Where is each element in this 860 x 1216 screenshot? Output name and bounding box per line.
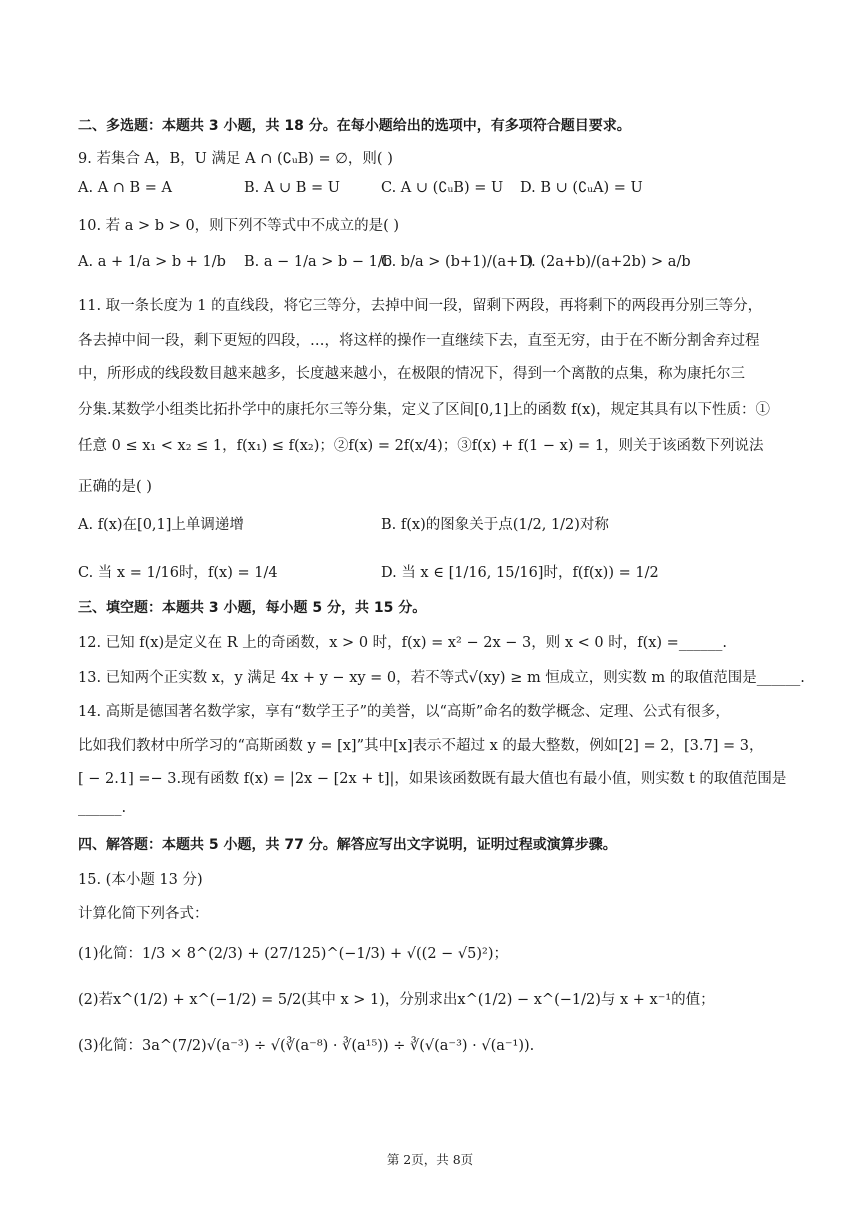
question-11-option-c: C. 当 x = 1/16时，f(x) = 1/4 (78, 565, 278, 581)
question-11-line-2: 各去掉中间一段，剩下更短的四段，…，将这样的操作一直继续下去，直至无穷，由于在不断分割舍弃过程 (78, 333, 760, 349)
question-10-option-c: C. b/a > (b+1)/(a+1) (381, 254, 534, 270)
question-14-line-3: [ − 2.1] =− 3.现有函数 f(x) = |2x − [2x + t]|，如果该函数既有最大值也有最小值，则实数 t 的取值范围是 (78, 771, 787, 787)
section-heading-multiple-choice: 二、多选题：本题共 3 小题，共 18 分。在每小题给出的选项中，有多项符合题目要求。 (78, 118, 631, 134)
question-14-line-2: 比如我们教材中所学习的“高斯函数 y = [x]”其中[x]表示不超过 x 的最大整数，例如[2] = 2，[3.7] = 3， (78, 738, 764, 754)
question-11-option-b: B. f(x)的图象关于点(1/2, 1/2)对称 (381, 517, 609, 533)
question-11-line-1: 11. 取一条长度为 1 的直线段，将它三等分，去掉中间一段，留剩下两段，再将剩下的两段再分别三等分， (78, 298, 763, 314)
question-11-line-3: 中，所形成的线段数目越来越多，长度越来越小，在极限的情况下，得到一个离散的点集，称为康托尔三 (78, 366, 745, 382)
question-9-option-a: A. A ∩ B = A (78, 180, 173, 196)
question-15-item-1: (1)化简：1/3 × 8^(2/3) + (27/125)^(−1/3) + √((2 − √5)²)； (78, 946, 509, 962)
question-12: 12. 已知 f(x)是定义在 R 上的奇函数，x > 0 时，f(x) = x² − 2x − 3，则 x < 0 时，f(x) =______. (78, 635, 727, 651)
question-11-line-4: 分集.某数学小组类比拓扑学中的康托尔三等分集，定义了区间[0,1]上的函数 f(x)，规定其具有以下性质：① (78, 402, 770, 418)
question-15-intro: 计算化简下列各式： (78, 906, 209, 922)
question-11-line-6: 正确的是( ) (78, 479, 152, 495)
question-9-option-d: D. B ∪ (∁ᵤA) = U (520, 180, 643, 196)
question-15-title: 15. (本小题 13 分) (78, 872, 203, 888)
question-13: 13. 已知两个正实数 x，y 满足 4x + y − xy = 0，若不等式√(xy) ≥ m 恒成立，则实数 m 的取值范围是______. (78, 670, 805, 686)
question-10-option-d: D. (2a+b)/(a+2b) > a/b (520, 254, 691, 270)
question-11-option-a: A. f(x)在[0,1]上单调递增 (78, 517, 244, 533)
question-15-item-3: (3)化简：3a^(7/2)√(a⁻³) ÷ √(∛(a⁻⁸) · ∛(a¹⁵)) ÷ ∛(√(a⁻³) · √(a⁻¹)). (78, 1038, 535, 1054)
question-9-option-c: C. A ∪ (∁ᵤB) = U (381, 180, 504, 196)
question-10-stem: 10. 若 a > b > 0，则下列不等式中不成立的是( ) (78, 218, 400, 234)
question-9-stem: 9. 若集合 A，B，U 满足 A ∩ (∁ᵤB) = ∅，则( ) (78, 151, 393, 167)
question-15-item-2: (2)若x^(1/2) + x^(−1/2) = 5/2(其中 x > 1)，分别求出x^(1/2) − x^(−1/2)与 x + x⁻¹的值； (78, 992, 715, 1008)
section-heading-solutions: 四、解答题：本题共 5 小题，共 77 分。解答应写出文字说明，证明过程或演算步骤。 (78, 837, 617, 853)
question-11-line-5: 任意 0 ≤ x₁ < x₂ ≤ 1，f(x₁) ≤ f(x₂)；②f(x) = 2f(x/4)；③f(x) + f(1 − x) = 1，则关于该函数下列说法 (78, 438, 764, 454)
question-10-option-a: A. a + 1/a > b + 1/b (78, 254, 226, 270)
page-footer: 第 2页，共 8页 (386, 1152, 474, 1167)
section-heading-fill-in: 三、填空题：本题共 3 小题，每小题 5 分，共 15 分。 (78, 600, 427, 616)
question-9-option-b: B. A ∪ B = U (244, 180, 340, 196)
question-10-option-b: B. a − 1/a > b − 1/b (244, 254, 393, 270)
question-14-line-4: ______. (78, 800, 127, 816)
question-11-option-d: D. 当 x ∈ [1/16, 15/16]时，f(f(x)) = 1/2 (381, 565, 659, 581)
question-14-line-1: 14. 高斯是德国著名数学家，享有“数学王子”的美誉，以“高斯”命名的数学概念、定理、公式有很多， (78, 704, 730, 720)
